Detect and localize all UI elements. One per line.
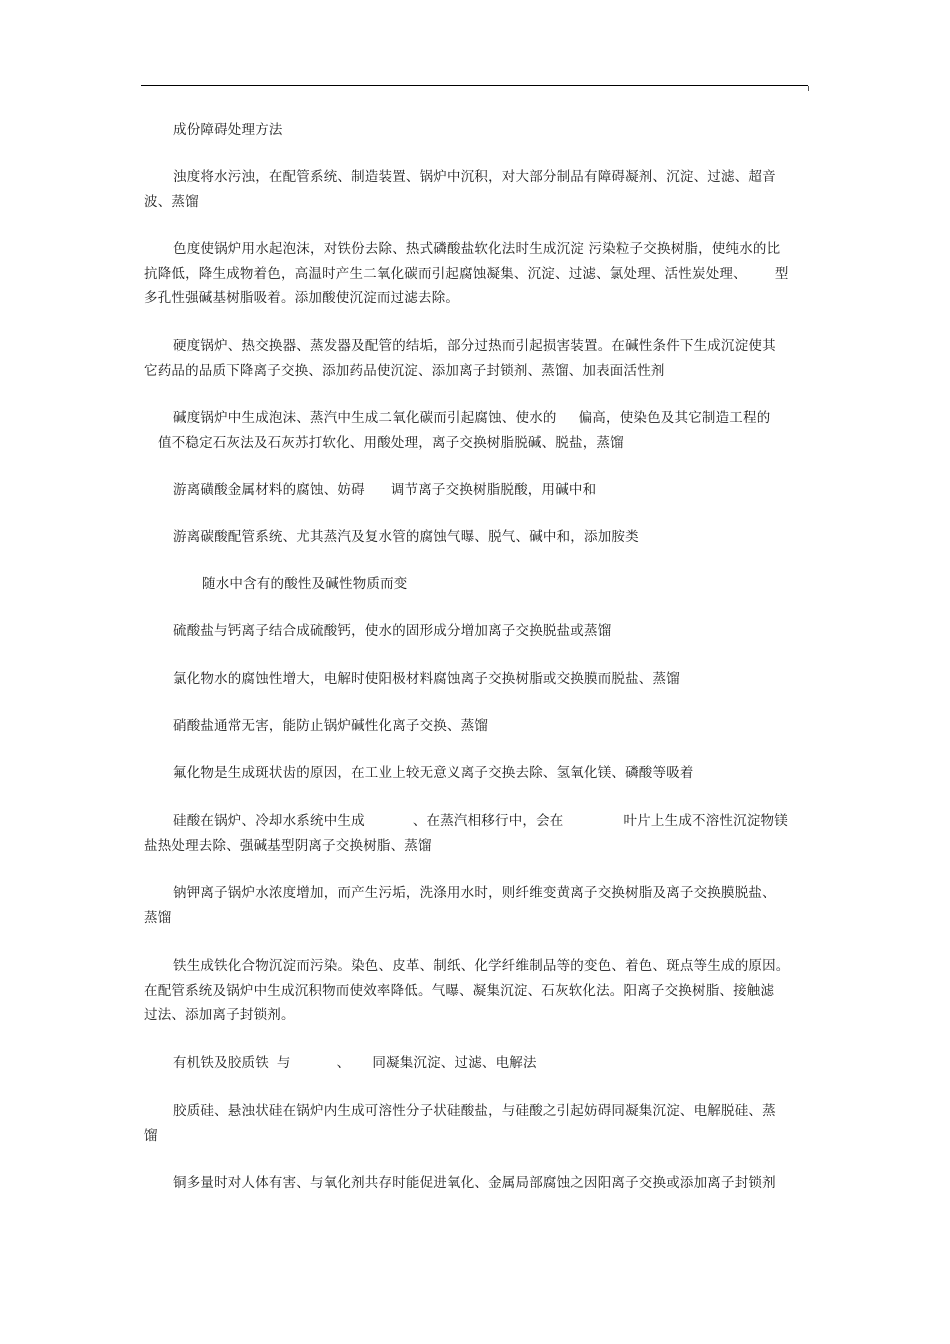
paragraph-sulfate: 硫酸盐与钙离子结合成硫酸钙，使水的固形成分增加离子交换脱盐或蒸馏 [173,623,612,639]
section-title: 成份障碍处理方法 [173,122,283,138]
paragraph-colloidal-silica: 胶质硅、悬浊状硅在锅炉内生成可溶性分子状硅酸盐，与硅酸之引起妨碍同凝集沉淀、电解脱硅、蒸 馏 [144,1103,776,1144]
paragraph-free-carbonic-acid: 游离碳酸配管系统、尤其蒸汽及复水管的腐蚀气曝、脱气、碱中和，添加胺类 [173,529,639,545]
paragraph-turbidity: 浊度将水污浊，在配管系统、制造装置、锅炉中沉积，对大部分制品有障碍凝剂、沉淀、过滤、超音 波、蒸馏 [144,169,776,210]
paragraph-color: 色度使锅炉用水起泡沫，对铁份去除、热式磷酸盐软化法时生成沉淀 污染粒子交换树脂，使纯水的比 抗降低，降生成物着色，高温时产生二氧化碳而引起腐蚀凝集、沉淀、过滤、氯处理、活性炭处理、 型 多孔性强碱基树脂吸着。添加酸使沉淀而过滤去除。 [144,241,789,306]
paragraph-hardness: 硬度锅炉、热交换器、蒸发器及配管的结垢，部分过热而引起损害装置。在碱性条件下生成沉淀使其 它药品的品质下降离子交换、添加药品使沉淀、添加离子封锁剂、蒸馏、加表面活性剂 [144,338,776,379]
paragraph-fluoride: 氟化物是生成斑状齿的原因，在工业上较无意义离子交换去除、氢氧化镁、磷酸等吸着 [173,765,694,781]
paragraph-sodium-potassium: 钠钾离子锅炉水浓度增加，而产生污垢，洗涤用水时，则纤维变黄离子交换树脂及离子交换膜脱盐、 蒸馏 [144,885,776,926]
paragraph-chloride: 氯化物水的腐蚀性增大，电解时使阳极材料腐蚀离子交换树脂或交换膜而脱盐、蒸馏 [173,671,680,687]
paragraph-free-sulfonic-acid: 游离磺酸金属材料的腐蚀、妨碍 调节离子交换树脂脱酸，用碱中和 [173,482,597,498]
header-rule [141,85,808,86]
paragraph-alkalinity: 碱度锅炉中生成泡沫、蒸汽中生成二氧化碳而引起腐蚀、使水的 偏高，使染色及其它制造工程的 值不稳定石灰法及石灰苏打软化、用酸处理，离子交换树脂脱碱、脱盐，蒸馏 [158,410,771,451]
paragraph-organic-iron: 有机铁及胶质铁 与 、 同凝集沉淀、过滤、电解法 [173,1055,537,1071]
paragraph-nitrate: 硝酸盐通常无害，能防止锅炉碱性化离子交换、蒸馏 [173,718,489,734]
paragraph-ph: 随水中含有的酸性及碱性物质而变 [202,576,408,592]
paragraph-silicic-acid: 硅酸在锅炉、冷却水系统中生成 、在蒸汽相移行中，会在 叶片上生成不溶性沉淀物镁 盐热处理去除、强碱基型阴离子交换树脂、蒸馏 [144,813,788,854]
paragraph-iron: 铁生成铁化合物沉淀而污染。染色、皮革、制纸、化学纤维制品等的变色、着色、斑点等生成的原因。 在配管系统及锅炉中生成沉积物而使效率降低。气曝、凝集沉淀、石灰软化法。阳离子交换树脂、接触滤 过法、添加离子封锁剂。 [144,958,790,1023]
paragraph-copper: 铜多量时对人体有害、与氧化剂共存时能促进氧化、金属局部腐蚀之因阳离子交换或添加离子封锁剂 [173,1175,776,1191]
header-rule-tick [808,86,809,91]
